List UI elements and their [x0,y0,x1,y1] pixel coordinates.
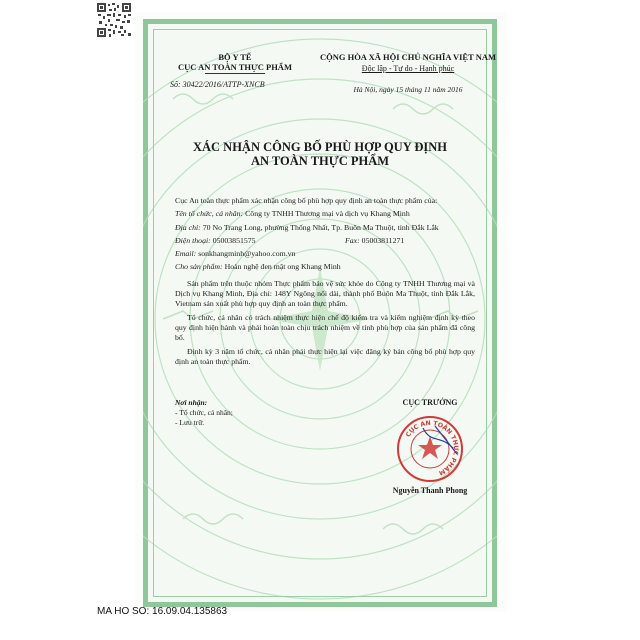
paragraph-conformity: Sản phẩm trên thuộc nhóm Thực phẩm bảo vệ sức khỏe do Công ty TNHH Thương mại và Dịch vụ Khang Minh, Địa chỉ: 148Y Ngông nối dài, thành phố Buôn Ma Thuột, tỉnh Đắk Lắk, Vietnam sản xuất phù hợp quy định an toàn thực phẩm. [175,278,475,309]
title-line-1: XÁC NHẬN CÔNG BỐ PHÙ HỢP QUY ĐỊNH [192,140,448,154]
address-label: Địa chỉ: [175,222,201,232]
document-number: Số: 30422/2016/ATTP-XNCB [170,80,265,89]
seal-ring-text: CỤC AN TOÀN THỰC PHẨM [404,419,460,477]
org-value: Công ty TNHH Thương mại và dịch vụ Khang Minh [245,209,410,219]
intro-text: Cục An toàn thực phẩm xác nhận công bố phù hợp quy định an toàn thực phẩm của: [175,196,438,205]
fax-value: 05003811271 [361,235,405,245]
certificate-body [175,196,475,367]
email-label: Email: [175,249,197,259]
nation-header [318,52,498,95]
issuer-header [160,52,310,90]
product-value: Hoàn nghệ đen mật ong Khang Minh [224,262,341,272]
address-value: 70 No Trang Long, phường Thống Nhất, Tp. Buôn Ma Thuột, tỉnh Đắk Lắk [202,222,439,232]
header-divider [205,73,265,74]
official-seal [395,414,465,484]
nation-motto: Độc lập - Tự do - Hạnh phúc [361,64,455,73]
department-name: CỤC AN TOÀN THỰC PHẨM [178,62,292,72]
address-row [175,223,475,233]
fax-label: Fax: [345,235,360,245]
phone-label: Điện thoại: [175,235,211,245]
qr-code [96,2,132,38]
paragraph-responsibility: Tổ chức, cá nhân có trách nhiệm thực hiện chế độ kiểm tra và kiểm nghiệm định kỳ theo quy định hiện hành và phải hoàn toàn chịu trách nhiệm về tính phù hợp của sản phẩm đã công bố. [175,312,475,343]
paragraph-renewal: Định kỳ 3 năm tổ chức, cá nhân phải thực hiện lại việc đăng ký bản công bố phù hợp quy định an toàn thực phẩm. [175,346,475,366]
email-row [175,249,475,259]
recipients-label: Nơi nhận: [175,398,208,407]
recipient-item: - Lưu trữ. [175,418,205,427]
phone-value: 05003851575 [212,235,256,245]
signer-role: CỤC TRƯỞNG [402,398,458,407]
issue-date: Hà Nội, ngày 15 tháng 11 năm 2016 [353,85,463,94]
product-row [175,262,475,272]
signer-name: Nguyễn Thanh Phong [392,486,468,495]
email-value: sonkhangminh@yahoo.com.vn [198,249,296,259]
recipients-block [175,398,233,428]
title-line-2: AN TOÀN THỰC PHẨM [250,154,390,168]
ministry-name: BỘ Y TẾ [218,52,252,62]
org-row [175,209,475,219]
product-label: Cho sản phẩm: [175,262,223,272]
record-code: MA HO SO: 16.09.04.135863 [97,606,228,617]
certificate-title [155,140,485,168]
contact-row [175,236,475,246]
org-label: Tên tổ chức, cá nhân: [175,209,244,219]
nation-name: CỘNG HÒA XÃ HỘI CHỦ NGHĨA VIỆT NAM [319,52,497,62]
recipient-item: - Tổ chức, cá nhân; [175,408,233,417]
